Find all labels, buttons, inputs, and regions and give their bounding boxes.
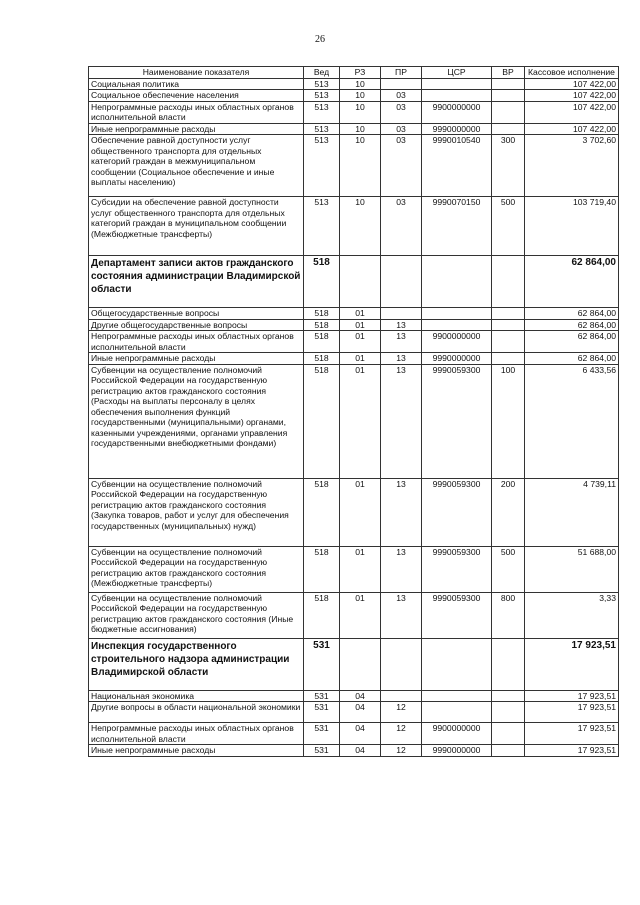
cell-pr: 03 (381, 123, 422, 135)
cell-pr: 03 (381, 90, 422, 102)
cell-vr (492, 256, 525, 308)
cell-ved: 513 (304, 135, 340, 197)
table-row (89, 364, 619, 478)
cell-rz (340, 638, 381, 690)
cell-amount: 62 864,00 (525, 331, 619, 353)
table-row (89, 546, 619, 592)
cell-name: Субвенции на осуществление полномочий Российской Федерации на государственную регистрацию актов гражданского состояния (Межбюджетные трансферты) (89, 546, 304, 592)
cell-ved: 531 (304, 638, 340, 690)
cell-csr: 9990059300 (422, 364, 492, 478)
cell-csr: 9990000000 (422, 745, 492, 757)
cell-rz: 01 (340, 319, 381, 331)
cell-name: Субвенции на осуществление полномочий Российской Федерации на государственную регистрацию актов гражданского состояния (Расходы на выплаты персоналу в целях обеспечения выполнения функций государственными (муниципальными) органами, казенными учреждениями, органами управления государственными внебюджетными фондами) (89, 364, 304, 478)
cell-amount: 17 923,51 (525, 723, 619, 745)
cell-pr: 12 (381, 745, 422, 757)
cell-rz: 10 (340, 101, 381, 123)
header-amount: Кассовое исполнение (525, 67, 619, 79)
expenditure-table (88, 66, 619, 757)
cell-pr (381, 638, 422, 690)
cell-name: Непрограммные расходы иных областных органов исполнительной власти (89, 331, 304, 353)
cell-rz: 01 (340, 478, 381, 546)
cell-vr (492, 723, 525, 745)
cell-amount: 107 422,00 (525, 123, 619, 135)
table-row (89, 331, 619, 353)
header-vr: ВР (492, 67, 525, 79)
cell-ved: 518 (304, 546, 340, 592)
cell-vr: 200 (492, 478, 525, 546)
table-row (89, 690, 619, 702)
table-row (89, 101, 619, 123)
cell-amount: 17 923,51 (525, 638, 619, 690)
cell-rz: 04 (340, 723, 381, 745)
cell-vr: 800 (492, 592, 525, 638)
cell-pr (381, 690, 422, 702)
table-row (89, 702, 619, 723)
cell-csr: 9900000000 (422, 101, 492, 123)
header-rz: РЗ (340, 67, 381, 79)
page-number: 26 (315, 34, 325, 45)
cell-amount: 62 864,00 (525, 308, 619, 320)
cell-ved: 518 (304, 478, 340, 546)
cell-ved: 513 (304, 78, 340, 90)
cell-rz: 10 (340, 90, 381, 102)
cell-rz: 01 (340, 353, 381, 365)
cell-ved: 518 (304, 331, 340, 353)
cell-pr: 13 (381, 319, 422, 331)
cell-csr: 9990010540 (422, 135, 492, 197)
cell-pr (381, 78, 422, 90)
cell-amount: 62 864,00 (525, 256, 619, 308)
cell-pr: 12 (381, 723, 422, 745)
cell-csr: 9900000000 (422, 723, 492, 745)
cell-rz: 04 (340, 690, 381, 702)
cell-amount: 3,33 (525, 592, 619, 638)
header-pr: ПР (381, 67, 422, 79)
cell-pr: 03 (381, 101, 422, 123)
cell-name: Непрограммные расходы иных областных органов исполнительной власти (89, 723, 304, 745)
table-row (89, 197, 619, 256)
cell-rz: 10 (340, 123, 381, 135)
cell-pr: 13 (381, 592, 422, 638)
table-row (89, 478, 619, 546)
department-row (89, 256, 619, 308)
table-header-row (89, 67, 619, 79)
cell-rz: 04 (340, 702, 381, 723)
cell-ved: 518 (304, 256, 340, 308)
cell-name: Общегосударственные вопросы (89, 308, 304, 320)
cell-amount: 51 688,00 (525, 546, 619, 592)
cell-vr: 300 (492, 135, 525, 197)
cell-ved: 518 (304, 353, 340, 365)
cell-ved: 513 (304, 90, 340, 102)
cell-csr: 9990059300 (422, 546, 492, 592)
cell-vr (492, 78, 525, 90)
cell-name: Субвенции на осуществление полномочий Российской Федерации на государственную регистрацию актов гражданского состояния (Закупка товаров, работ и услуг для обеспечения государственных (муниципальных) нужд) (89, 478, 304, 546)
cell-amount: 62 864,00 (525, 319, 619, 331)
cell-vr: 100 (492, 364, 525, 478)
header-ved: Вед (304, 67, 340, 79)
cell-vr (492, 702, 525, 723)
cell-amount: 103 719,40 (525, 197, 619, 256)
cell-name: Непрограммные расходы иных областных органов исполнительной власти (89, 101, 304, 123)
table-row (89, 319, 619, 331)
cell-ved: 531 (304, 690, 340, 702)
cell-vr (492, 319, 525, 331)
cell-csr: 9990000000 (422, 123, 492, 135)
cell-pr: 13 (381, 331, 422, 353)
cell-rz: 01 (340, 546, 381, 592)
cell-ved: 531 (304, 745, 340, 757)
cell-rz: 10 (340, 135, 381, 197)
cell-csr (422, 90, 492, 102)
table-row (89, 123, 619, 135)
cell-amount: 107 422,00 (525, 90, 619, 102)
cell-rz: 01 (340, 364, 381, 478)
cell-csr (422, 78, 492, 90)
cell-pr (381, 308, 422, 320)
cell-vr: 500 (492, 546, 525, 592)
cell-csr (422, 638, 492, 690)
cell-ved: 531 (304, 702, 340, 723)
cell-amount: 107 422,00 (525, 101, 619, 123)
cell-vr (492, 638, 525, 690)
table-row (89, 723, 619, 745)
cell-rz (340, 256, 381, 308)
table-row (89, 353, 619, 365)
cell-csr (422, 319, 492, 331)
cell-vr (492, 353, 525, 365)
cell-ved: 513 (304, 123, 340, 135)
cell-name: Субвенции на осуществление полномочий Российской Федерации на государственную регистрацию актов гражданского состояния (Иные бюджетные ассигнования) (89, 592, 304, 638)
cell-ved: 513 (304, 197, 340, 256)
cell-vr (492, 90, 525, 102)
cell-name: Иные непрограммные расходы (89, 353, 304, 365)
cell-vr (492, 101, 525, 123)
cell-pr (381, 256, 422, 308)
cell-rz: 01 (340, 592, 381, 638)
cell-ved: 518 (304, 364, 340, 478)
cell-vr (492, 690, 525, 702)
cell-name: Социальное обеспечение населения (89, 90, 304, 102)
table-row (89, 592, 619, 638)
cell-pr: 12 (381, 702, 422, 723)
cell-vr (492, 123, 525, 135)
cell-vr (492, 308, 525, 320)
cell-csr (422, 256, 492, 308)
cell-rz: 01 (340, 308, 381, 320)
cell-csr: 9990000000 (422, 353, 492, 365)
cell-pr: 13 (381, 478, 422, 546)
cell-name: Обеспечение равной доступности услуг общественного транспорта для отдельных категорий граждан в межмуниципальном сообщении (Социальное обеспечение и иные выплаты населению) (89, 135, 304, 197)
cell-amount: 17 923,51 (525, 745, 619, 757)
cell-name: Иные непрограммные расходы (89, 745, 304, 757)
header-csr: ЦСР (422, 67, 492, 79)
cell-name: Другие общегосударственные вопросы (89, 319, 304, 331)
table-row (89, 78, 619, 90)
department-row (89, 638, 619, 690)
cell-csr: 9990059300 (422, 592, 492, 638)
table-body (89, 78, 619, 756)
cell-name: Другие вопросы в области национальной экономики (89, 702, 304, 723)
cell-amount: 6 433,56 (525, 364, 619, 478)
cell-name: Социальная политика (89, 78, 304, 90)
cell-name: Инспекция государственного строительного надзора администрации Владимирской области (89, 638, 304, 690)
cell-amount: 17 923,51 (525, 690, 619, 702)
cell-pr: 03 (381, 135, 422, 197)
cell-csr (422, 690, 492, 702)
cell-pr: 13 (381, 546, 422, 592)
cell-csr: 9990070150 (422, 197, 492, 256)
cell-csr (422, 308, 492, 320)
cell-pr: 03 (381, 197, 422, 256)
cell-rz: 10 (340, 197, 381, 256)
cell-amount: 4 739,11 (525, 478, 619, 546)
cell-ved: 518 (304, 308, 340, 320)
cell-amount: 62 864,00 (525, 353, 619, 365)
cell-csr: 9990059300 (422, 478, 492, 546)
cell-name: Субсидии на обеспечение равной доступности услуг общественного транспорта для отдельных категорий граждан в муниципальном сообщении (Межбюджетные трансферты) (89, 197, 304, 256)
cell-vr (492, 745, 525, 757)
cell-rz: 04 (340, 745, 381, 757)
cell-ved: 531 (304, 723, 340, 745)
cell-ved: 513 (304, 101, 340, 123)
table-row (89, 90, 619, 102)
cell-ved: 518 (304, 319, 340, 331)
cell-name: Национальная экономика (89, 690, 304, 702)
cell-ved: 518 (304, 592, 340, 638)
table-row (89, 135, 619, 197)
cell-vr (492, 331, 525, 353)
cell-rz: 01 (340, 331, 381, 353)
table-row (89, 745, 619, 757)
cell-name: Иные непрограммные расходы (89, 123, 304, 135)
cell-amount: 107 422,00 (525, 78, 619, 90)
cell-amount: 3 702,60 (525, 135, 619, 197)
header-name: Наименование показателя (89, 67, 304, 79)
cell-pr: 13 (381, 364, 422, 478)
cell-pr: 13 (381, 353, 422, 365)
cell-amount: 17 923,51 (525, 702, 619, 723)
table-row (89, 308, 619, 320)
cell-name: Департамент записи актов гражданского состояния администрации Владимирской области (89, 256, 304, 308)
cell-csr (422, 702, 492, 723)
cell-csr: 9900000000 (422, 331, 492, 353)
cell-rz: 10 (340, 78, 381, 90)
cell-vr: 500 (492, 197, 525, 256)
